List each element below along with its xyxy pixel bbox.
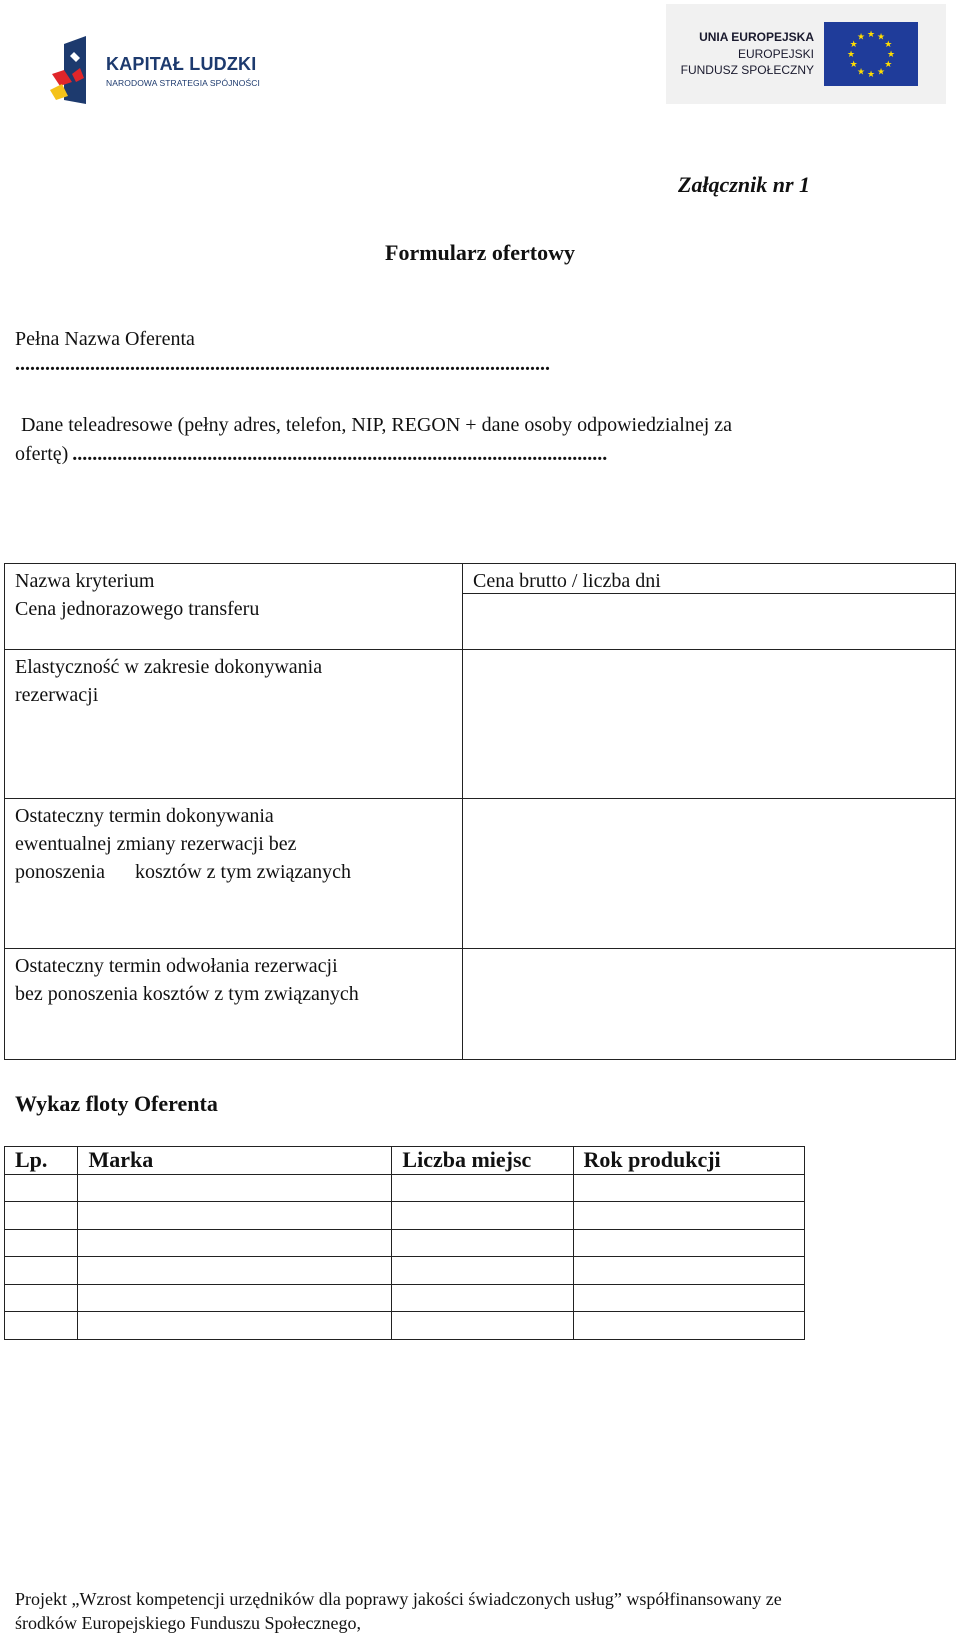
fleet-cell[interactable] xyxy=(573,1312,804,1340)
fleet-header-seats: Liczba miejsc xyxy=(392,1147,573,1175)
criteria-row xyxy=(5,650,956,799)
fleet-header-row xyxy=(5,1147,805,1175)
eu-star-icon: ★ xyxy=(876,66,886,77)
criteria-name: Ostateczny termin odwołania rezerwacji xyxy=(15,955,338,977)
fleet-header-year: Rok produkcji xyxy=(573,1147,804,1175)
criteria-row xyxy=(5,949,956,1060)
criteria-value-input[interactable] xyxy=(463,799,956,949)
criteria-row xyxy=(5,799,956,949)
eu-star-icon: ★ xyxy=(866,69,876,79)
fleet-cell[interactable] xyxy=(392,1174,573,1202)
fleet-cell[interactable] xyxy=(573,1229,804,1257)
criteria-cell xyxy=(5,564,463,650)
footer-line2: środków Europejskiego Funduszu Społecznego, xyxy=(15,1613,361,1633)
fleet-cell[interactable] xyxy=(392,1284,573,1312)
criteria-header-value: Cena brutto / liczba dni xyxy=(473,570,661,592)
criteria-name: Ostateczny termin dokonywania xyxy=(15,805,274,827)
contact-label-line2-row xyxy=(15,443,812,466)
fleet-row xyxy=(5,1284,805,1312)
form-title: Formularz ofertowy xyxy=(385,240,575,265)
criteria-value-cell xyxy=(463,564,956,650)
footer-line1: Projekt „Wzrost kompetencji urzędników dla poprawy jakości świadczonych usług” współfinansowany ze xyxy=(15,1589,782,1609)
eu-flag-icon xyxy=(824,22,918,86)
fleet-cell[interactable] xyxy=(78,1284,392,1312)
fleet-table xyxy=(4,1146,805,1340)
fleet-cell[interactable] xyxy=(392,1312,573,1340)
fleet-header-brand: Marka xyxy=(78,1147,392,1175)
fleet-title: Wykaz floty Oferenta xyxy=(15,1091,218,1116)
footer xyxy=(15,1587,945,1635)
eu-star-icon: ★ xyxy=(884,59,893,69)
eu-star-icon: ★ xyxy=(856,31,866,42)
eu-star-icon: ★ xyxy=(849,59,858,69)
criteria-cell xyxy=(5,949,463,1060)
fleet-cell[interactable] xyxy=(573,1202,804,1230)
criteria-value-input[interactable] xyxy=(463,949,956,1060)
fleet-cell[interactable] xyxy=(573,1174,804,1202)
fleet-cell[interactable] xyxy=(78,1312,392,1340)
eu-star-icon: ★ xyxy=(866,29,876,39)
criteria-row xyxy=(5,564,956,650)
criteria-value-input[interactable] xyxy=(463,593,955,649)
fleet-row xyxy=(5,1257,805,1285)
criteria-cell xyxy=(5,650,463,799)
contact-dotted-line: ........................................................................................................... xyxy=(72,443,608,465)
full-name-label: Pełna Nazwa Oferenta xyxy=(15,328,195,350)
fleet-cell[interactable] xyxy=(5,1229,78,1257)
contact-label-line2: ofertę) xyxy=(15,443,69,465)
eu-star-icon: ★ xyxy=(876,31,886,42)
fleet-row xyxy=(5,1229,805,1257)
fleet-cell[interactable] xyxy=(392,1257,573,1285)
eu-star-icon: ★ xyxy=(849,39,858,49)
fleet-cell[interactable] xyxy=(5,1257,78,1285)
kapital-ludzki-logo-icon xyxy=(50,34,100,106)
fleet-cell[interactable] xyxy=(78,1229,392,1257)
criteria-name: bez ponoszenia kosztów z tym związanych xyxy=(15,983,359,1005)
kapital-ludzki-title: KAPITAŁ LUDZKI xyxy=(106,54,257,74)
criteria-value-input[interactable] xyxy=(463,650,956,799)
eu-star-icon: ★ xyxy=(886,49,896,59)
kapital-ludzki-logo xyxy=(50,32,280,112)
fleet-cell[interactable] xyxy=(5,1202,78,1230)
eu-star-icon: ★ xyxy=(856,66,866,77)
fleet-row xyxy=(5,1312,805,1340)
fleet-cell[interactable] xyxy=(5,1174,78,1202)
eu-logo xyxy=(666,4,946,104)
criteria-header-label: Nazwa kryterium xyxy=(15,570,155,592)
eu-star-icon: ★ xyxy=(846,49,856,59)
fleet-cell[interactable] xyxy=(392,1229,573,1257)
fleet-cell[interactable] xyxy=(392,1202,573,1230)
contact-label-line1: Dane teleadresowe (pełny adres, telefon, NIP, REGON + dane osoby odpowiedzialnej za xyxy=(21,414,733,436)
fleet-cell[interactable] xyxy=(5,1312,78,1340)
eu-star-icon: ★ xyxy=(884,39,893,49)
fleet-cell[interactable] xyxy=(78,1257,392,1285)
fleet-cell[interactable] xyxy=(78,1202,392,1230)
full-name-dotted-line: ........................................................................................................... xyxy=(15,353,550,375)
eu-logo-line2: EUROPEJSKI xyxy=(737,47,814,61)
fleet-header-lp: Lp. xyxy=(5,1147,78,1175)
criteria-cell xyxy=(5,799,463,949)
criteria-name: rezerwacji xyxy=(15,684,99,706)
fleet-row xyxy=(5,1174,805,1202)
criteria-name: ponoszenia kosztów z tym związanych xyxy=(15,861,352,883)
criteria-name: Elastyczność w zakresie dokonywania xyxy=(15,656,323,678)
criteria-name: ewentualnej zmiany rezerwacji bez xyxy=(15,833,297,855)
kapital-ludzki-subtitle: NARODOWA STRATEGIA SPÓJNOŚCI xyxy=(106,78,260,88)
fleet-row xyxy=(5,1202,805,1230)
attachment-label: Załącznik nr 1 xyxy=(678,172,811,197)
eu-logo-line1: UNIA EUROPEJSKA xyxy=(699,30,814,44)
fleet-body xyxy=(5,1174,805,1339)
fleet-cell[interactable] xyxy=(78,1174,392,1202)
criteria-name: Cena jednorazowego transferu xyxy=(15,598,260,620)
fleet-cell[interactable] xyxy=(573,1284,804,1312)
fleet-cell[interactable] xyxy=(573,1257,804,1285)
fleet-cell[interactable] xyxy=(5,1284,78,1312)
criteria-table xyxy=(4,563,956,1060)
eu-logo-line3: FUNDUSZ SPOŁECZNY xyxy=(680,63,814,77)
